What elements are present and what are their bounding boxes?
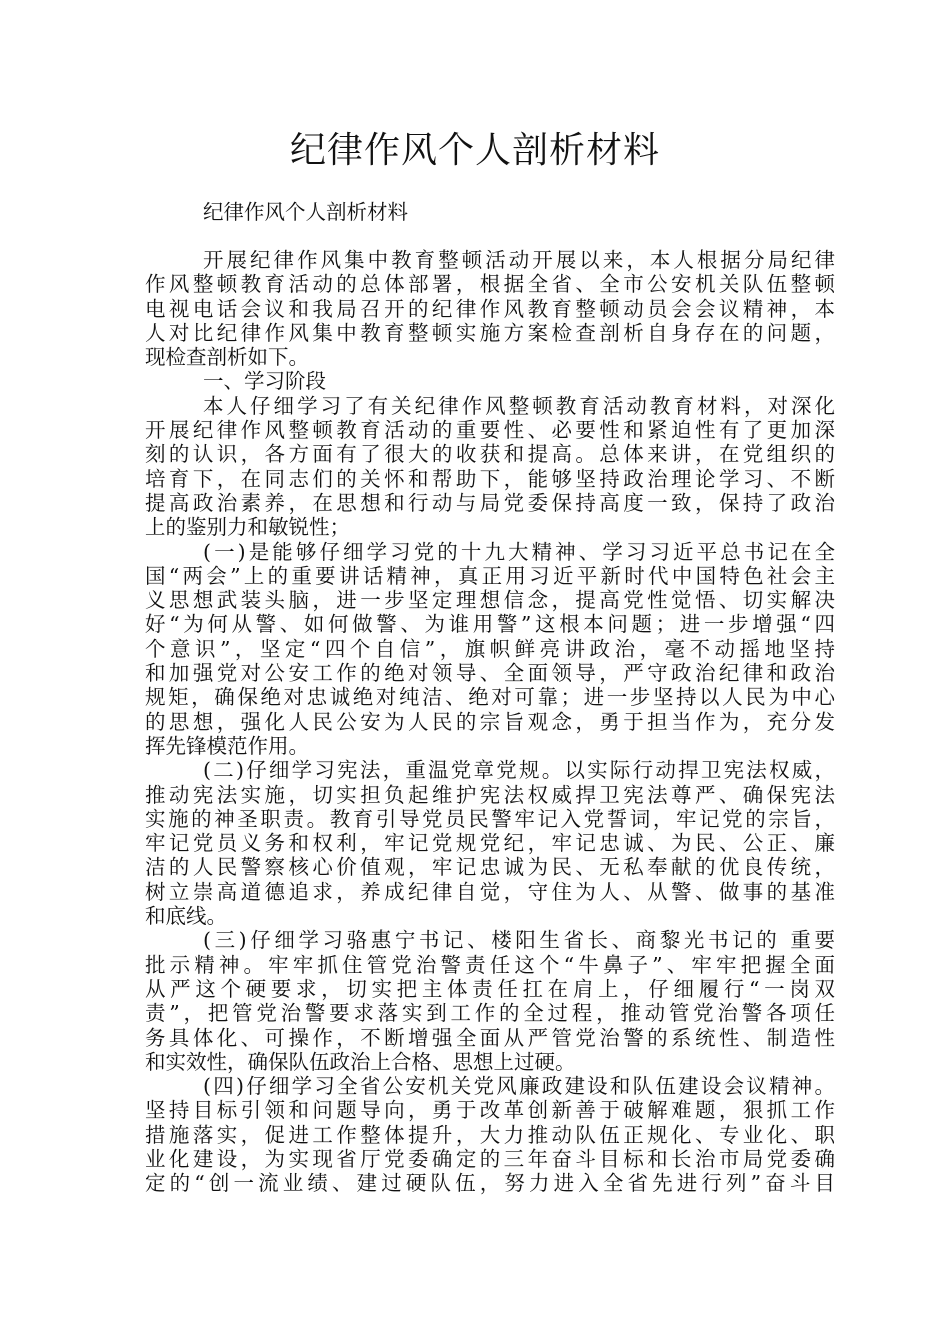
- body-line: 和实效性，确保队伍政治上合格、思想上过硬。: [145, 1049, 576, 1074]
- body-line: 义思想武装头脑，进一步坚定理想信念，提高党性觉悟、切实解决: [145, 588, 835, 613]
- body-line: 和加强党对公安工作的绝对领导、全面领导，严守政治纪律和政治: [145, 661, 835, 686]
- body-line: 现检查剖析如下。: [145, 345, 309, 370]
- body-line: 培育下，在同志们的关怀和帮助下，能够坚持政治理论学习、不断: [145, 466, 835, 491]
- body-line: 刻的认识，各方面有了很大的收获和提高。总体来讲，在党组织的: [145, 442, 835, 467]
- body-line: 人对比纪律作风集中教育整顿实施方案检查剖析自身存在的问题，: [145, 320, 835, 345]
- body-line: 挥先锋模范作用。: [145, 733, 309, 758]
- body-line: 开展纪律作风集中教育整顿活动开展以来，本人根据分局纪律: [203, 248, 835, 272]
- body-line: (一)是能够仔细学习党的十九大精神、学习习近平总书记在全: [203, 539, 835, 564]
- document-body: [145, 248, 835, 1196]
- body-line: 规矩，确保绝对忠诚绝对纯洁、绝对可靠；进一步坚持以人民为中心: [145, 685, 835, 710]
- document-title: 纪律作风个人剖析材料: [289, 130, 660, 171]
- body-line: 实施的神圣职责。教育引导党员民警牢记入党誓词，牢记党的宗旨，: [145, 806, 835, 831]
- body-line: (二)仔细学习宪法，重温党章党规。以实际行动捍卫宪法权威，: [203, 758, 835, 783]
- body-line: 一、学习阶段: [203, 369, 326, 394]
- body-line: 上的鉴别力和敏锐性；: [145, 515, 350, 540]
- body-line: 本人仔细学习了有关纪律作风整顿教育活动教育材料，对深化: [203, 393, 835, 418]
- body-line: 作风整顿教育活动的总体部署，根据全省、全市公安机关队伍整顿: [145, 272, 835, 297]
- body-line: 开展纪律作风整顿教育活动的重要性、必要性和紧迫性有了更加深: [145, 418, 835, 443]
- body-line: 树立崇高道德追求，养成纪律自觉，守住为人、从警、做事的基准: [145, 879, 835, 904]
- body-line: 提高政治素养，在思想和行动与局党委保持高度一致，保持了政治: [145, 490, 835, 515]
- body-line: 好“为何从警、如何做警、为谁用警”这根本问题；进一步增强“四: [145, 612, 835, 637]
- body-line: 电视电话会议和我局召开的纪律作风教育整顿动员会会议精神，本: [145, 296, 835, 321]
- body-line: 牢记党员义务和权利，牢记党规党纪，牢记忠诚、为民、公正、廉: [145, 831, 835, 856]
- body-line: 从严这个硬要求，切实把主体责任扛在肩上，仔细履行“一岗双: [145, 976, 835, 1001]
- body-line: 的思想，强化人民公安为人民的宗旨观念，勇于担当作为，充分发: [145, 709, 835, 734]
- body-line: 洁的人民警察核心价值观，牢记忠诚为民、无私奉献的优良传统，: [145, 855, 835, 880]
- body-line: 推动宪法实施，切实担负起维护宪法权威捍卫宪法尊严、确保宪法: [145, 782, 835, 807]
- body-line: (三)仔细学习骆惠宁书记、楼阳生省长、商黎光书记的 重要: [203, 928, 835, 953]
- document-subtitle: 纪律作风个人剖析材料: [203, 200, 408, 224]
- body-line: 责”，把管党治警要求落实到工作的全过程，推动管党治警各项任: [145, 1001, 835, 1026]
- body-line: (四)仔细学习全省公安机关党风廉政建设和队伍建设会议精神。: [203, 1074, 835, 1099]
- body-line: 个意识”，坚定“四个自信”，旗帜鲜亮讲政治，毫不动摇地坚持: [145, 636, 835, 661]
- body-line: 务具体化、可操作，不断增强全面从严管党治警的系统性、制造性: [145, 1025, 835, 1050]
- body-line: 坚持目标引领和问题导向，勇于改革创新善于破解难题，狠抓工作: [145, 1098, 835, 1123]
- body-line: 定的“创一流业绩、建过硬队伍，努力进入全省先进行列”奋斗目: [145, 1171, 835, 1196]
- body-line: 业化建设，为实现省厅党委确定的三年奋斗目标和长治市局党委确: [145, 1146, 835, 1171]
- body-line: 国“两会”上的重要讲话精神，真正用习近平新时代中国特色社会主: [145, 563, 835, 588]
- body-line: 批示精神。牢牢抓住管党治警责任这个“牛鼻子”、牢牢把握全面: [145, 952, 835, 977]
- body-line: 和底线。: [145, 904, 227, 929]
- body-line: 措施落实，促进工作整体提升，大力推动队伍正规化、专业化、职: [145, 1122, 835, 1147]
